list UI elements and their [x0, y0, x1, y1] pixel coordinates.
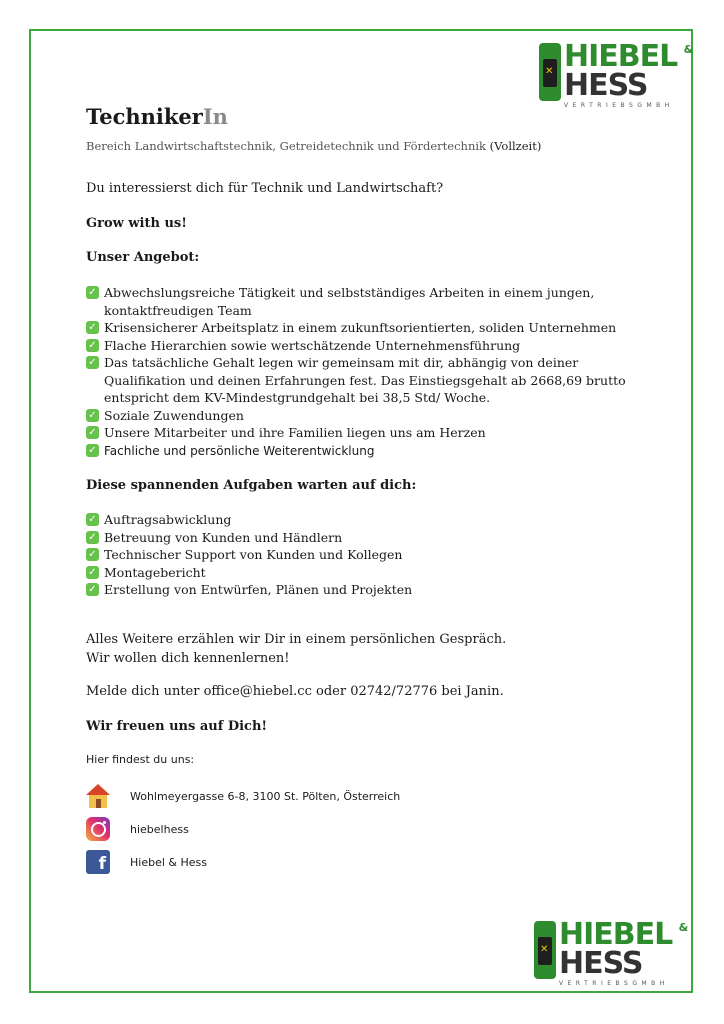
check-icon: ✓ — [86, 583, 99, 596]
task-item-text: Technischer Support von Kunden und Kollegen — [104, 547, 403, 562]
check-icon: ✓ — [86, 356, 99, 369]
task-item-text: Auftragsabwicklung — [104, 512, 232, 527]
job-area: Bereich Landwirtschaftstechnik, Getreidetechnik und Fördertechnik — [86, 139, 487, 153]
offer-item-text: Soziale Zuwendungen — [104, 407, 244, 423]
check-icon: ✓ — [86, 409, 99, 422]
logo-subtitle: VERTRIEBSGMBH — [559, 980, 669, 987]
list-item — [86, 546, 412, 564]
check-icon: ✓ — [86, 548, 99, 561]
list-item — [86, 511, 412, 529]
list-item — [86, 284, 626, 302]
find-us-label: Hier findest du uns: — [86, 753, 195, 766]
greeting: Wir freuen uns auf Dich! — [86, 719, 268, 734]
facebook-icon — [86, 850, 110, 874]
slogan: Grow with us! — [86, 216, 187, 231]
list-item — [86, 319, 626, 337]
offer-item-text: Flache Hierarchien sowie wertschätzende Unternehmensführung — [104, 337, 521, 353]
offer-item-text: Krisensicherer Arbeitsplatz in einem zukunftsorientierten, soliden Unternehmen — [104, 320, 617, 335]
offer-item-text: Fachliche und persönliche Weiterentwicklung — [104, 443, 375, 458]
facebook-name[interactable]: Hiebel & Hess — [130, 855, 207, 869]
facebook-row[interactable] — [86, 850, 207, 874]
logo-subtitle: VERTRIEBSGMBH — [564, 102, 674, 109]
logo-word-hess: HESS — [559, 945, 643, 981]
instagram-icon — [86, 817, 110, 841]
address-text: Wohlmeyergasse 6-8, 3100 St. Pölten, Österreich — [130, 789, 401, 803]
list-item — [86, 407, 626, 425]
intro-question: Du interessierst dich für Technik und Landwirtschaft? — [86, 181, 444, 196]
job-title-main: Techniker — [86, 104, 203, 129]
tasks-heading: Diese spannenden Aufgaben warten auf dich: — [86, 478, 417, 493]
list-item-continued — [86, 302, 626, 320]
closing-line-2: Wir wollen dich kennenlernen! — [86, 651, 290, 666]
job-title — [86, 104, 228, 129]
company-logo-top — [539, 39, 694, 109]
job-type: (Vollzeit) — [489, 139, 542, 153]
offer-item-text: Das tatsächliche Gehalt legen wir gemeinsam mit dir, abhängig von deiner — [104, 355, 579, 370]
list-item — [86, 529, 412, 547]
closing-line-1: Alles Weitere erzählen wir Dir in einem persönlichen Gespräch. — [86, 632, 507, 647]
task-item-text: Erstellung von Entwürfen, Plänen und Projekten — [104, 582, 413, 597]
offer-item-text: Abwechslungsreiche Tätigkeit und selbstständiges Arbeiten in einem jungen, — [104, 285, 595, 300]
list-item — [86, 442, 626, 461]
logo-word-hess: HESS — [564, 67, 648, 103]
task-item-text: Montagebericht — [104, 564, 206, 580]
tasks-list — [86, 511, 412, 599]
offer-heading: Unser Angebot: — [86, 250, 200, 265]
logo-ampersand: & — [678, 921, 689, 934]
check-icon: ✓ — [86, 339, 99, 352]
logo-ampersand: & — [683, 43, 694, 56]
list-item-continued — [86, 389, 626, 407]
check-icon: ✓ — [86, 321, 99, 334]
logo-word-hiebel: HIEBEL — [564, 39, 678, 74]
offer-item-text: Unsere Mitarbeiter und ihre Familien liegen uns am Herzen — [104, 425, 486, 440]
contact-info: Melde dich unter office@hiebel.cc oder 02742/72776 bei Janin. — [86, 684, 504, 699]
check-icon: ✓ — [86, 426, 99, 439]
instagram-row[interactable] — [86, 817, 189, 841]
logo-word-hiebel: HIEBEL — [559, 917, 673, 952]
offer-item-text: kontaktfreudigen Team — [104, 302, 252, 318]
list-item — [86, 337, 626, 355]
offer-item-text: entspricht dem KV-Mindestgrundgehalt bei 38,5 Std/ Woche. — [104, 390, 491, 405]
logo-emblem-icon — [534, 921, 556, 979]
instagram-handle[interactable]: hiebelhess — [130, 822, 189, 836]
facebook-glyph: f — [98, 854, 106, 874]
list-item — [86, 581, 412, 599]
check-icon: ✓ — [86, 531, 99, 544]
list-item — [86, 564, 412, 582]
address-row — [86, 784, 400, 808]
list-item — [86, 354, 626, 372]
task-item-text: Betreuung von Kunden und Händlern — [104, 529, 343, 545]
logo-emblem-icon — [539, 43, 561, 101]
job-title-accent: In — [202, 104, 228, 129]
list-item-continued — [86, 372, 626, 390]
check-icon: ✓ — [86, 513, 99, 526]
house-icon — [86, 784, 110, 808]
check-icon: ✓ — [86, 566, 99, 579]
company-logo-bottom — [534, 917, 689, 987]
check-icon: ✓ — [86, 286, 99, 299]
check-icon: ✓ — [86, 444, 99, 457]
list-item — [86, 424, 626, 442]
offer-item-text: Qualifikation und deinen Erfahrungen fest. Das Einstiegsgehalt ab 2668,69 brutto — [104, 372, 626, 388]
job-subtitle — [86, 139, 541, 153]
offer-list — [86, 284, 626, 460]
